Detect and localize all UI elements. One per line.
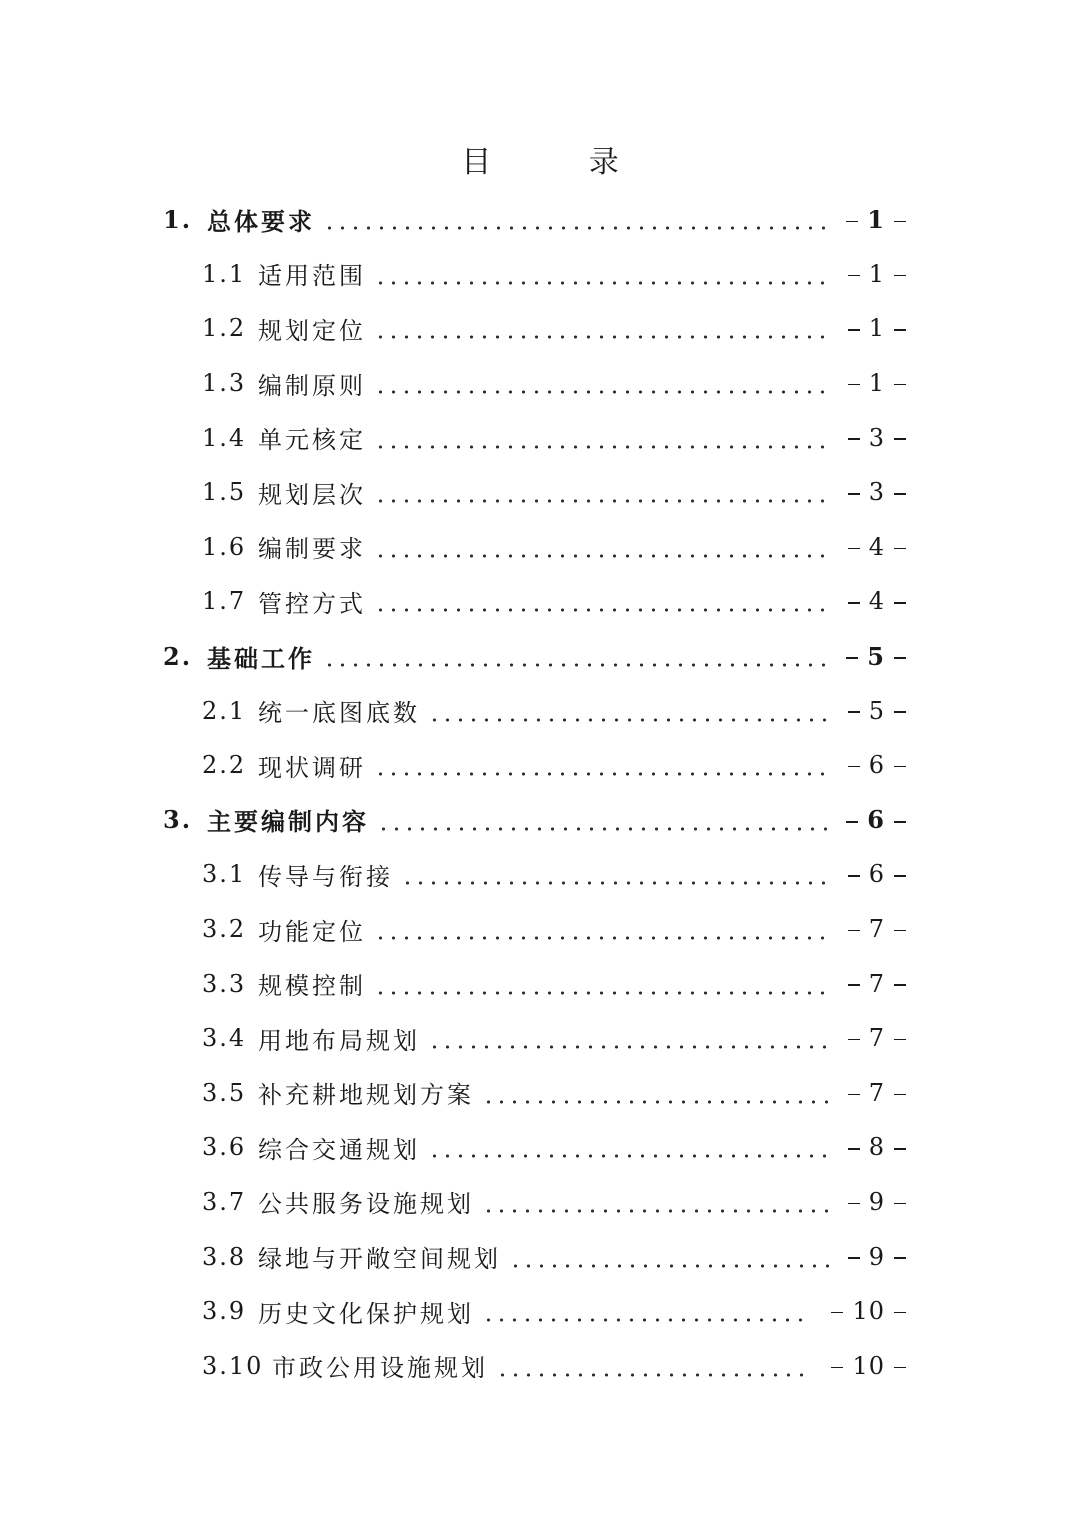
toc-page-number	[839, 587, 915, 615]
page-number-value: 4	[868, 532, 885, 561]
page-number-value: 1	[867, 204, 885, 234]
page-dash-right	[894, 875, 906, 877]
page-dash-right	[894, 329, 906, 331]
dot-leader	[374, 426, 829, 450]
page-dash-left	[831, 1312, 843, 1314]
page-dash-left	[848, 984, 860, 986]
toc-section-entry[interactable]	[0, 1066, 1080, 1121]
toc-page-number	[839, 314, 915, 342]
page-dash-right	[894, 602, 906, 604]
page-dash-right	[894, 548, 906, 550]
page-number-value: 1	[868, 259, 885, 288]
page-dash-right	[894, 1203, 906, 1205]
page-number-value: 1	[868, 314, 885, 343]
page-number-value: 8	[868, 1133, 885, 1162]
toc-section-entry[interactable]	[0, 1229, 1080, 1284]
toc-page-number	[839, 970, 915, 998]
page-number-value: 5	[868, 696, 885, 725]
page-dash-right	[894, 1039, 906, 1041]
page-number-value: 10	[852, 1351, 885, 1380]
toc-entry-number: 3.4	[202, 1024, 247, 1053]
toc-entry-label: 规划层次	[258, 480, 366, 509]
toc-entry-number: 3.8	[202, 1242, 247, 1271]
toc-entry-number: 3.9	[202, 1297, 247, 1326]
page-number-value: 3	[868, 423, 885, 452]
page-dash-right	[894, 1257, 906, 1259]
toc-entry-number: 3.5	[202, 1078, 247, 1107]
toc-chapter-entry[interactable]	[0, 192, 1080, 247]
toc-entry-label: 现状调研	[258, 753, 366, 782]
toc-entry-number: 2.1	[202, 696, 247, 725]
toc-page-number	[822, 1297, 915, 1325]
toc-page-number	[839, 751, 915, 779]
page-dash-right	[894, 711, 906, 713]
dot-leader	[428, 699, 829, 723]
dot-leader	[377, 808, 827, 832]
toc-entry-number: 1.7	[202, 587, 247, 616]
page-dash-right	[894, 1094, 906, 1096]
page-dash-left	[848, 438, 860, 440]
toc-entry-number: 3.7	[202, 1187, 247, 1216]
dot-leader	[374, 480, 829, 504]
toc-page-number	[839, 260, 915, 288]
page-dash-left	[848, 766, 860, 768]
toc-section-entry[interactable]	[0, 902, 1080, 957]
toc-page-number	[839, 860, 915, 888]
page-number-value: 7	[868, 915, 885, 944]
page-number-value: 6	[868, 860, 885, 889]
page-number-value: 5	[867, 641, 885, 671]
toc-entry-label: 市政公用设施规划	[272, 1354, 488, 1383]
toc-page-number	[839, 1133, 915, 1161]
table-of-contents	[0, 192, 1080, 1393]
toc-entry-label: 综合交通规划	[258, 1135, 420, 1164]
page-dash-right	[894, 657, 906, 659]
page-number-value: 7	[868, 1024, 885, 1053]
toc-entry-label: 用地布局规划	[258, 1026, 420, 1055]
page-number-value: 9	[868, 1242, 885, 1271]
page-title: 目 录	[461, 145, 663, 180]
page-dash-right	[894, 221, 906, 223]
page-dash-left	[848, 1039, 860, 1041]
dot-leader	[401, 862, 829, 886]
toc-entry-label: 总体要求	[207, 206, 315, 236]
dot-leader	[323, 207, 827, 231]
toc-entry-label: 补充耕地规划方案	[258, 1081, 474, 1110]
dot-leader	[428, 1135, 829, 1159]
toc-section-entry[interactable]	[0, 247, 1080, 302]
toc-page-number	[839, 915, 915, 943]
page-dash-left	[848, 384, 860, 386]
page-dash-left	[846, 657, 858, 659]
toc-entry-label: 管控方式	[258, 589, 366, 618]
page-dash-right	[894, 821, 906, 823]
toc-entry-label: 公共服务设施规划	[258, 1190, 474, 1219]
dot-leader	[374, 753, 829, 777]
toc-page-number	[839, 697, 915, 725]
dot-leader	[374, 589, 829, 613]
page-dash-right	[894, 1367, 906, 1369]
page-number-value: 7	[868, 1078, 885, 1107]
toc-page-number	[837, 642, 915, 671]
toc-section-entry[interactable]	[0, 1338, 1080, 1393]
toc-chapter-entry[interactable]	[0, 793, 1080, 848]
dot-leader	[374, 972, 829, 996]
toc-entry-number: 1.	[163, 204, 193, 234]
toc-section-entry[interactable]	[0, 1120, 1080, 1175]
dot-leader	[374, 917, 829, 941]
toc-page-number	[839, 1243, 915, 1271]
toc-page-number	[839, 1188, 915, 1216]
page-dash-left	[848, 1257, 860, 1259]
toc-section-entry[interactable]	[0, 574, 1080, 629]
dot-leader	[374, 262, 829, 286]
toc-section-entry[interactable]	[0, 956, 1080, 1011]
page-dash-right	[894, 984, 906, 986]
dot-leader	[482, 1081, 829, 1105]
page-dash-right	[894, 438, 906, 440]
toc-entry-label: 主要编制内容	[207, 807, 369, 837]
toc-entry-label: 编制要求	[258, 535, 366, 564]
toc-page-number	[839, 1079, 915, 1107]
page-dash-left	[848, 711, 860, 713]
toc-section-entry[interactable]	[0, 520, 1080, 575]
page-dash-left	[846, 221, 858, 223]
toc-entry-number: 2.	[163, 641, 193, 671]
toc-section-entry[interactable]	[0, 465, 1080, 520]
toc-entry-number: 1.6	[202, 532, 247, 561]
toc-section-entry[interactable]	[0, 738, 1080, 793]
page-dash-left	[848, 1203, 860, 1205]
page-dash-left	[848, 548, 860, 550]
toc-chapter-entry[interactable]	[0, 629, 1080, 684]
page-dash-right	[894, 766, 906, 768]
dot-leader	[374, 371, 829, 395]
toc-section-entry[interactable]	[0, 683, 1080, 738]
page-number-value: 3	[868, 478, 885, 507]
toc-page-number	[839, 478, 915, 506]
toc-entry-number: 3.2	[202, 915, 247, 944]
dot-leader	[482, 1299, 812, 1323]
page-dash-left	[848, 329, 860, 331]
toc-page-number	[839, 369, 915, 397]
page-dash-left	[848, 493, 860, 495]
toc-section-entry[interactable]	[0, 1011, 1080, 1066]
toc-entry-label: 规模控制	[258, 972, 366, 1001]
dot-leader	[323, 644, 827, 668]
toc-entry-label: 规划定位	[258, 316, 366, 345]
toc-entry-number: 1.4	[202, 423, 247, 452]
toc-entry-number: 1.5	[202, 478, 247, 507]
page-dash-right	[894, 275, 906, 277]
page-number-value: 6	[867, 805, 885, 835]
page-dash-left	[846, 821, 858, 823]
toc-entry-number: 3.	[163, 805, 193, 835]
page-dash-left	[848, 1094, 860, 1096]
toc-entry-number: 2.2	[202, 751, 247, 780]
page-dash-right	[894, 930, 906, 932]
page-number-value: 9	[868, 1187, 885, 1216]
page-number-value: 1	[868, 369, 885, 398]
page-dash-left	[848, 1148, 860, 1150]
page-dash-left	[831, 1367, 843, 1369]
page-dash-left	[848, 275, 860, 277]
toc-entry-number: 1.2	[202, 314, 247, 343]
toc-page-number	[839, 1024, 915, 1052]
dot-leader	[428, 1026, 829, 1050]
toc-page-number	[839, 424, 915, 452]
page-number-value: 6	[868, 751, 885, 780]
page-dash-left	[848, 875, 860, 877]
toc-entry-label: 编制原则	[258, 371, 366, 400]
page-number-value: 10	[852, 1297, 885, 1326]
toc-entry-number: 1.3	[202, 369, 247, 398]
toc-entry-number: 3.1	[202, 860, 247, 889]
page-number-value: 4	[868, 587, 885, 616]
toc-section-entry[interactable]	[0, 1175, 1080, 1230]
dot-leader	[374, 316, 829, 340]
dot-leader	[496, 1354, 812, 1378]
toc-entry-label: 功能定位	[258, 917, 366, 946]
dot-leader	[374, 535, 829, 559]
page-number-value: 7	[868, 969, 885, 998]
page-dash-right	[894, 493, 906, 495]
page-dash-right	[894, 1312, 906, 1314]
page-dash-left	[848, 930, 860, 932]
page-dash-left	[848, 602, 860, 604]
toc-page-number	[837, 205, 915, 234]
toc-section-entry[interactable]	[0, 301, 1080, 356]
toc-entry-number: 3.6	[202, 1133, 247, 1162]
toc-entry-number: 1.1	[202, 259, 247, 288]
toc-entry-label: 传导与衔接	[258, 862, 393, 891]
dot-leader	[482, 1190, 829, 1214]
toc-entry-label: 绿地与开敞空间规划	[258, 1245, 501, 1274]
toc-entry-label: 历史文化保护规划	[258, 1299, 474, 1328]
page-dash-right	[894, 384, 906, 386]
toc-page-number	[822, 1352, 915, 1380]
toc-page-number	[839, 533, 915, 561]
toc-section-entry[interactable]	[0, 1284, 1080, 1339]
toc-entry-number: 3.10	[202, 1351, 264, 1380]
toc-page-number	[837, 805, 915, 834]
toc-section-entry[interactable]	[0, 356, 1080, 411]
toc-entry-label: 基础工作	[207, 643, 315, 673]
toc-section-entry[interactable]	[0, 410, 1080, 465]
page-dash-right	[894, 1148, 906, 1150]
toc-section-entry[interactable]	[0, 847, 1080, 902]
toc-entry-number: 3.3	[202, 969, 247, 998]
dot-leader	[509, 1245, 829, 1269]
toc-entry-label: 统一底图底数	[258, 699, 420, 728]
toc-entry-label: 适用范围	[258, 262, 366, 291]
toc-entry-label: 单元核定	[258, 426, 366, 455]
